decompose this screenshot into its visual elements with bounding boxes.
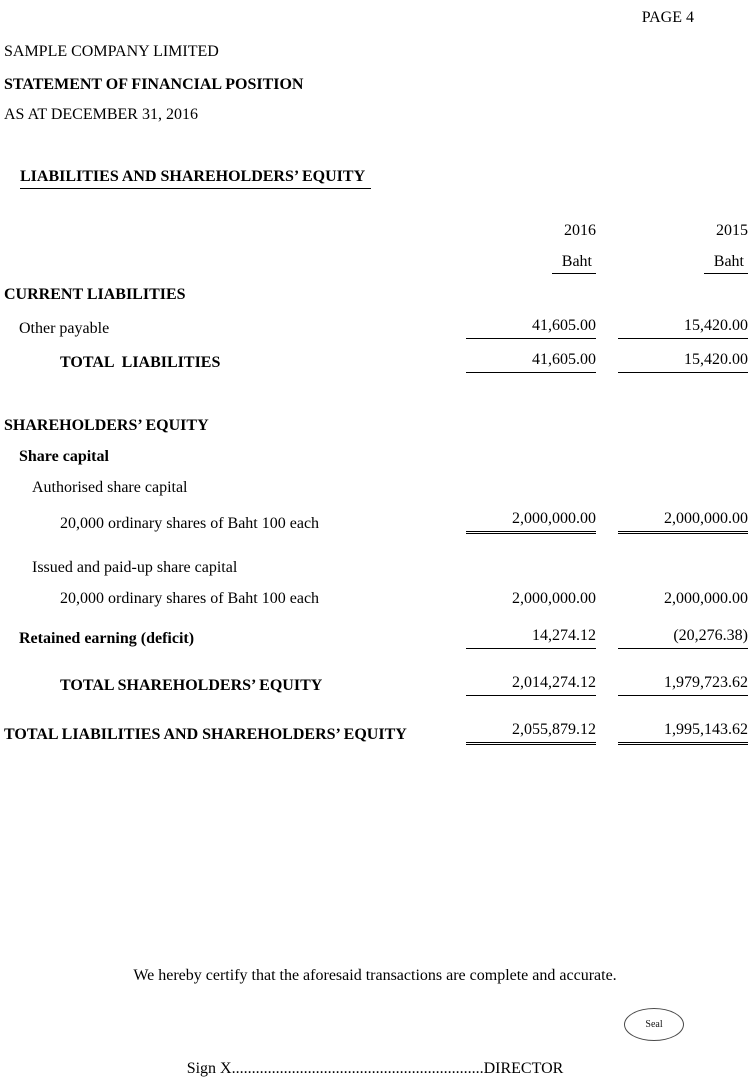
value-2016: 2,000,000.00	[466, 509, 596, 534]
value-2015: 1,979,723.62	[618, 673, 748, 696]
row-issued-paidup-heading	[4, 558, 748, 578]
column-year-2016: 2016	[564, 222, 596, 239]
row-label: TOTAL LIABILITIES	[60, 354, 221, 371]
row-label: Other payable	[19, 320, 110, 337]
value-2015: (20,276.38)	[618, 626, 748, 649]
column-unit-2015	[618, 252, 748, 274]
value-2015: 15,420.00	[618, 316, 748, 339]
row-retained-earning	[4, 626, 748, 649]
section-title	[4, 147, 748, 209]
row-label: Share capital	[19, 448, 109, 465]
row-label: SHAREHOLDERS’ EQUITY	[4, 417, 209, 434]
column-headers-units	[4, 252, 748, 274]
row-total-shareholders-equity	[4, 673, 748, 696]
row-issued-shares	[4, 589, 748, 609]
director-signature-line: Sign X...............................................................DIRECTOR	[186, 1060, 564, 1077]
row-label: CURRENT LIABILITIES	[4, 286, 186, 303]
value-2016: 14,274.12	[466, 626, 596, 649]
row-total-liabilities-and-equity	[4, 720, 748, 745]
row-other-payable	[4, 316, 748, 339]
row-authorised-share-capital-heading	[4, 478, 748, 498]
row-label: Authorised share capital	[32, 479, 188, 496]
statement-title: STATEMENT OF FINANCIAL POSITION	[4, 76, 304, 93]
row-authorised-shares	[4, 509, 748, 534]
row-shareholders-equity-heading	[4, 416, 748, 436]
row-label: Issued and paid-up share capital	[32, 559, 238, 576]
certification-statement: We hereby certify that the aforesaid transactions are complete and accurate.	[133, 967, 617, 984]
row-total-liabilities	[4, 350, 748, 373]
row-current-liabilities-heading	[4, 285, 748, 305]
row-label: Retained earning (deficit)	[19, 630, 195, 647]
row-label: 20,000 ordinary shares of Baht 100 each	[60, 590, 320, 607]
statement-date: AS AT DECEMBER 31, 2016	[4, 106, 198, 123]
value-2015: 2,000,000.00	[618, 509, 748, 534]
column-unit-2016	[466, 252, 596, 274]
baht-label-2016: Baht	[552, 252, 596, 274]
company-name: SAMPLE COMPANY LIMITED	[4, 43, 219, 60]
row-label: TOTAL SHAREHOLDERS’ EQUITY	[60, 677, 323, 694]
value-2016: 2,055,879.12	[466, 720, 596, 745]
seal-stamp	[624, 1008, 684, 1041]
seal-label: Seal	[645, 1019, 663, 1030]
row-label: 20,000 ordinary shares of Baht 100 each	[60, 515, 320, 532]
value-2015: 15,420.00	[618, 350, 748, 373]
section-title-text: LIABILITIES AND SHAREHOLDERS’ EQUITY	[20, 167, 371, 189]
column-year-2015: 2015	[716, 222, 748, 239]
baht-label-2015: Baht	[704, 252, 748, 274]
value-2016: 2,014,274.12	[466, 673, 596, 696]
value-2016: 41,605.00	[466, 316, 596, 339]
row-label: TOTAL LIABILITIES AND SHAREHOLDERS’ EQUITY	[4, 726, 407, 743]
value-2015: 2,000,000.00	[664, 590, 748, 607]
column-headers-years	[4, 221, 748, 241]
page-number: PAGE 4	[641, 9, 694, 26]
row-share-capital-heading	[4, 447, 748, 467]
value-2016: 2,000,000.00	[512, 590, 596, 607]
value-2015: 1,995,143.62	[618, 720, 748, 745]
value-2016: 41,605.00	[466, 350, 596, 373]
